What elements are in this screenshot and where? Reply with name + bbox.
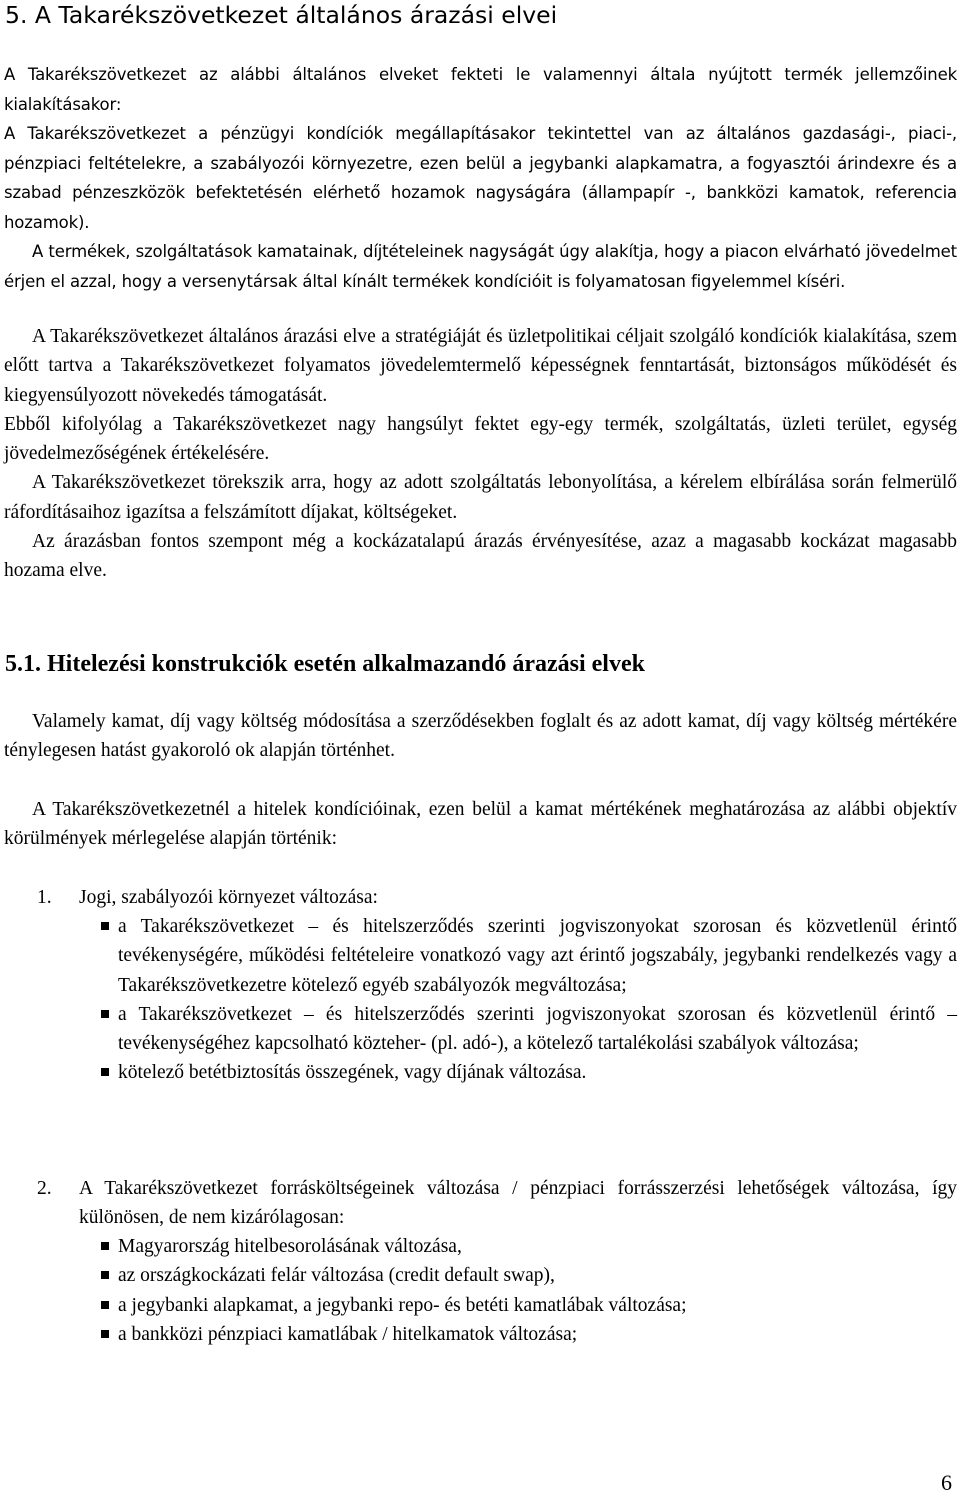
list1-item-2: a Takarékszövetkezet – és hitelszerződés szerinti jogviszonyokat szorosan és közvetlenül érintő – tevékenységéhez kapcsolható közteher- (pl. adó-), a kötelező tartalékolási szabályok változása; — [118, 1003, 957, 1055]
page-heading: 5. A Takarékszövetkezet általános árazási elvei — [5, 1, 558, 29]
list2-title: A Takarékszövetkezet forrásköltségeinek változása / pénzpiaci forrásszerzési lehetőségek változása, így különösen, de nem kizárólagosan: — [79, 1178, 957, 1229]
intro-lead: A Takarékszövetkezet az alábbi általános elveket fekteti le valamennyi általa nyújtott termék jellemzőinek kialakításakor: — [4, 65, 957, 114]
body-paragraph-5: A Takarékszövetkezet törekszik arra, hogy az adott szolgáltatás lebonyolítása, a kérelem elbírálása során felmerülő ráfordításaihoz igazítsa a felszámított díjakat, költségeket. — [4, 472, 957, 523]
square-bullet-icon — [101, 1010, 109, 1018]
list2-item-1: Magyarország hitelbesorolásának változása, — [118, 1236, 462, 1257]
list2-title-row — [37, 1174, 957, 1233]
intro-paragraph-1: A Takarékszövetkezet a pénzügyi kondíciók megállapításakor tekintettel van az általános gazdasági-, piaci-, pénzpiaci feltételekre, a szabályozói környezetre, ezen belül a jegybanki alapkamatra, a fogyasztói árindexre és a szabad pénzeszközök befektetésén elérhető hozamok nagyságára (állampapír -, bankközi kamatok, referencia hozamok). — [4, 124, 957, 232]
list1-title-row — [37, 883, 957, 912]
list-item — [101, 912, 957, 1000]
list1-item-3: kötelező betétbiztosítás összegének, vagy díjának változása. — [118, 1062, 587, 1084]
list-item — [101, 1261, 957, 1290]
body-block — [4, 322, 957, 586]
body-paragraph-6: Az árazásban fontos szempont még a kockázatalapú árazás érvényesítése, azaz a magasabb kockázat magasabb hozama elve. — [4, 531, 957, 582]
list-item — [101, 1000, 957, 1059]
section-heading: 5.1. Hitelezési konstrukciók esetén alkalmazandó árazási elvek — [5, 651, 645, 677]
square-bullet-icon — [101, 1068, 109, 1076]
square-bullet-icon — [101, 1330, 109, 1338]
list1-item-1: a Takarékszövetkezet – és hitelszerződés szerinti jogviszonyokat szorosan és közvetlenül érintő tevékenységére, működési feltételeire vonatkozó vagy azt érintő jogszabály, jegybanki rendelkezés vagy a Takarékszövetkezetre kötelező egyéb szabályozók megváltozása; — [118, 916, 957, 996]
section-paragraph-1: Valamely kamat, díj vagy költség módosítása a szerződésekben foglalt és az adott kamat, díj vagy költség mértékére ténylegesen hatást gyakoroló ok alapján történhet. — [4, 711, 957, 762]
intro-block — [4, 60, 957, 296]
list2-number: 2. — [37, 1178, 52, 1199]
square-bullet-icon — [101, 1242, 109, 1250]
page-number: 6 — [941, 1470, 952, 1495]
list1-title: Jogi, szabályozói környezet változása: — [79, 887, 378, 908]
list-item — [101, 1058, 957, 1087]
list-item — [101, 1320, 957, 1349]
section-paragraph-2: A Takarékszövetkezetnél a hitelek kondícióinak, ezen belül a kamat mértékének meghatározása az alábbi objektív körülmények mérlegelése alapján történik: — [4, 799, 957, 850]
list2-bullets — [101, 1232, 957, 1349]
list2-item-2: az országkockázati felár változása (credit default swap), — [118, 1265, 555, 1287]
body-paragraph-4: Ebből kifolyólag a Takarékszövetkezet nagy hangsúlyt fektet egy-egy termék, szolgáltatás, üzleti terület, egység jövedelmezőségének értékelésére. — [4, 413, 957, 465]
intro-paragraph-2: A termékek, szolgáltatások kamatainak, díjtételeinek nagyságát úgy alakítja, hogy a piacon elvárható jövedelmet érjen el azzal, hogy a versenytársak által kínált termékek kondícióit is folyamatosan figyelemmel kíséri. — [4, 242, 957, 291]
body-paragraph-3: A Takarékszövetkezet általános árazási elve a stratégiáját és üzletpolitikai céljait szolgáló kondíciók kialakítása, szem előtt tartva a Takarékszövetkezet folyamatos jövedelemtermelő képességnek fenntartását, biztonságos működését és kiegyensúlyozott növekedés támogatását. — [4, 326, 957, 406]
square-bullet-icon — [101, 1271, 109, 1279]
list-item — [101, 1232, 957, 1261]
list1-number: 1. — [37, 887, 52, 908]
list1-bullets — [101, 912, 957, 1088]
square-bullet-icon — [101, 1301, 109, 1309]
square-bullet-icon — [101, 922, 109, 930]
list2-item-3: a jegybanki alapkamat, a jegybanki repo- és betéti kamatlábak változása; — [118, 1294, 687, 1316]
list2-item-4: a bankközi pénzpiaci kamatlábak / hitelkamatok változása; — [118, 1323, 578, 1345]
list-item — [101, 1291, 957, 1320]
